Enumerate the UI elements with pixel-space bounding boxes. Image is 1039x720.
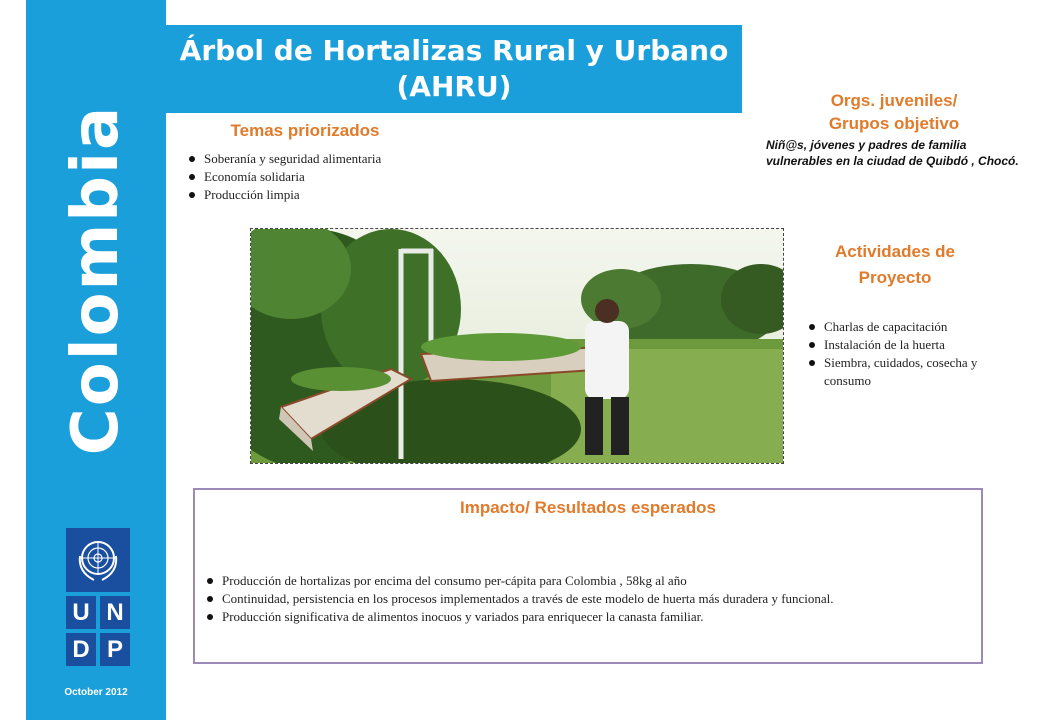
orgs-description: Niñ@s, jóvenes y padres de familia vulnerables en la ciudad de Quibdó , Chocó. xyxy=(766,138,1019,168)
undp-logo xyxy=(66,528,130,666)
logo-letter-d: D xyxy=(66,633,96,666)
logo-letter-u: U xyxy=(66,596,96,629)
list-item: Instalación de la huerta xyxy=(806,336,1026,354)
impact-heading: Impacto/ Resultados esperados xyxy=(459,498,717,517)
orgs-heading-line-1: Orgs. juveniles/ xyxy=(830,91,958,110)
orgs-heading-line-2: Grupos objetivo xyxy=(828,114,960,133)
list-item: Producción de hortalizas por encima del consumo per-cápita para Colombia , 58kg al año xyxy=(204,572,944,590)
list-item: Continuidad, persistencia en los procesos implementados a través de este modelo de huerta más duradera y funcional. xyxy=(204,590,944,608)
title-line-2: (AHRU) xyxy=(396,70,512,103)
list-item: Producción limpia xyxy=(186,186,466,204)
impact-box xyxy=(193,488,983,664)
list-item: Charlas de capacitación xyxy=(806,318,1026,336)
logo-letter-p: P xyxy=(100,633,130,666)
list-item: Economía solidaria xyxy=(186,168,466,186)
logo-letter-n: N xyxy=(100,596,130,629)
un-emblem-icon xyxy=(66,528,130,592)
actividades-list xyxy=(806,318,1026,390)
list-item: Producción significativa de alimentos inocuos y variados para enriquecer la canasta familiar. xyxy=(204,608,944,626)
page-title xyxy=(166,25,742,113)
country-label: Colombia xyxy=(59,104,133,456)
garden-photo-image xyxy=(251,229,783,463)
garden-photo xyxy=(250,228,784,464)
list-item: Soberanía y seguridad alimentaria xyxy=(186,150,466,168)
title-line-1: Árbol de Hortalizas Rural y Urbano xyxy=(179,34,729,67)
impact-list xyxy=(204,572,944,626)
list-item: Siembra, cuidados, cosecha y consumo xyxy=(806,354,1026,390)
actividades-heading xyxy=(800,239,990,291)
temas-heading: Temas priorizados xyxy=(230,121,380,140)
actividades-heading-line-1: Actividades de xyxy=(835,242,955,261)
actividades-heading-line-2: Proyecto xyxy=(858,268,932,287)
date-label: October 2012 xyxy=(64,687,128,698)
orgs-heading xyxy=(776,89,1012,135)
temas-list xyxy=(186,150,466,204)
